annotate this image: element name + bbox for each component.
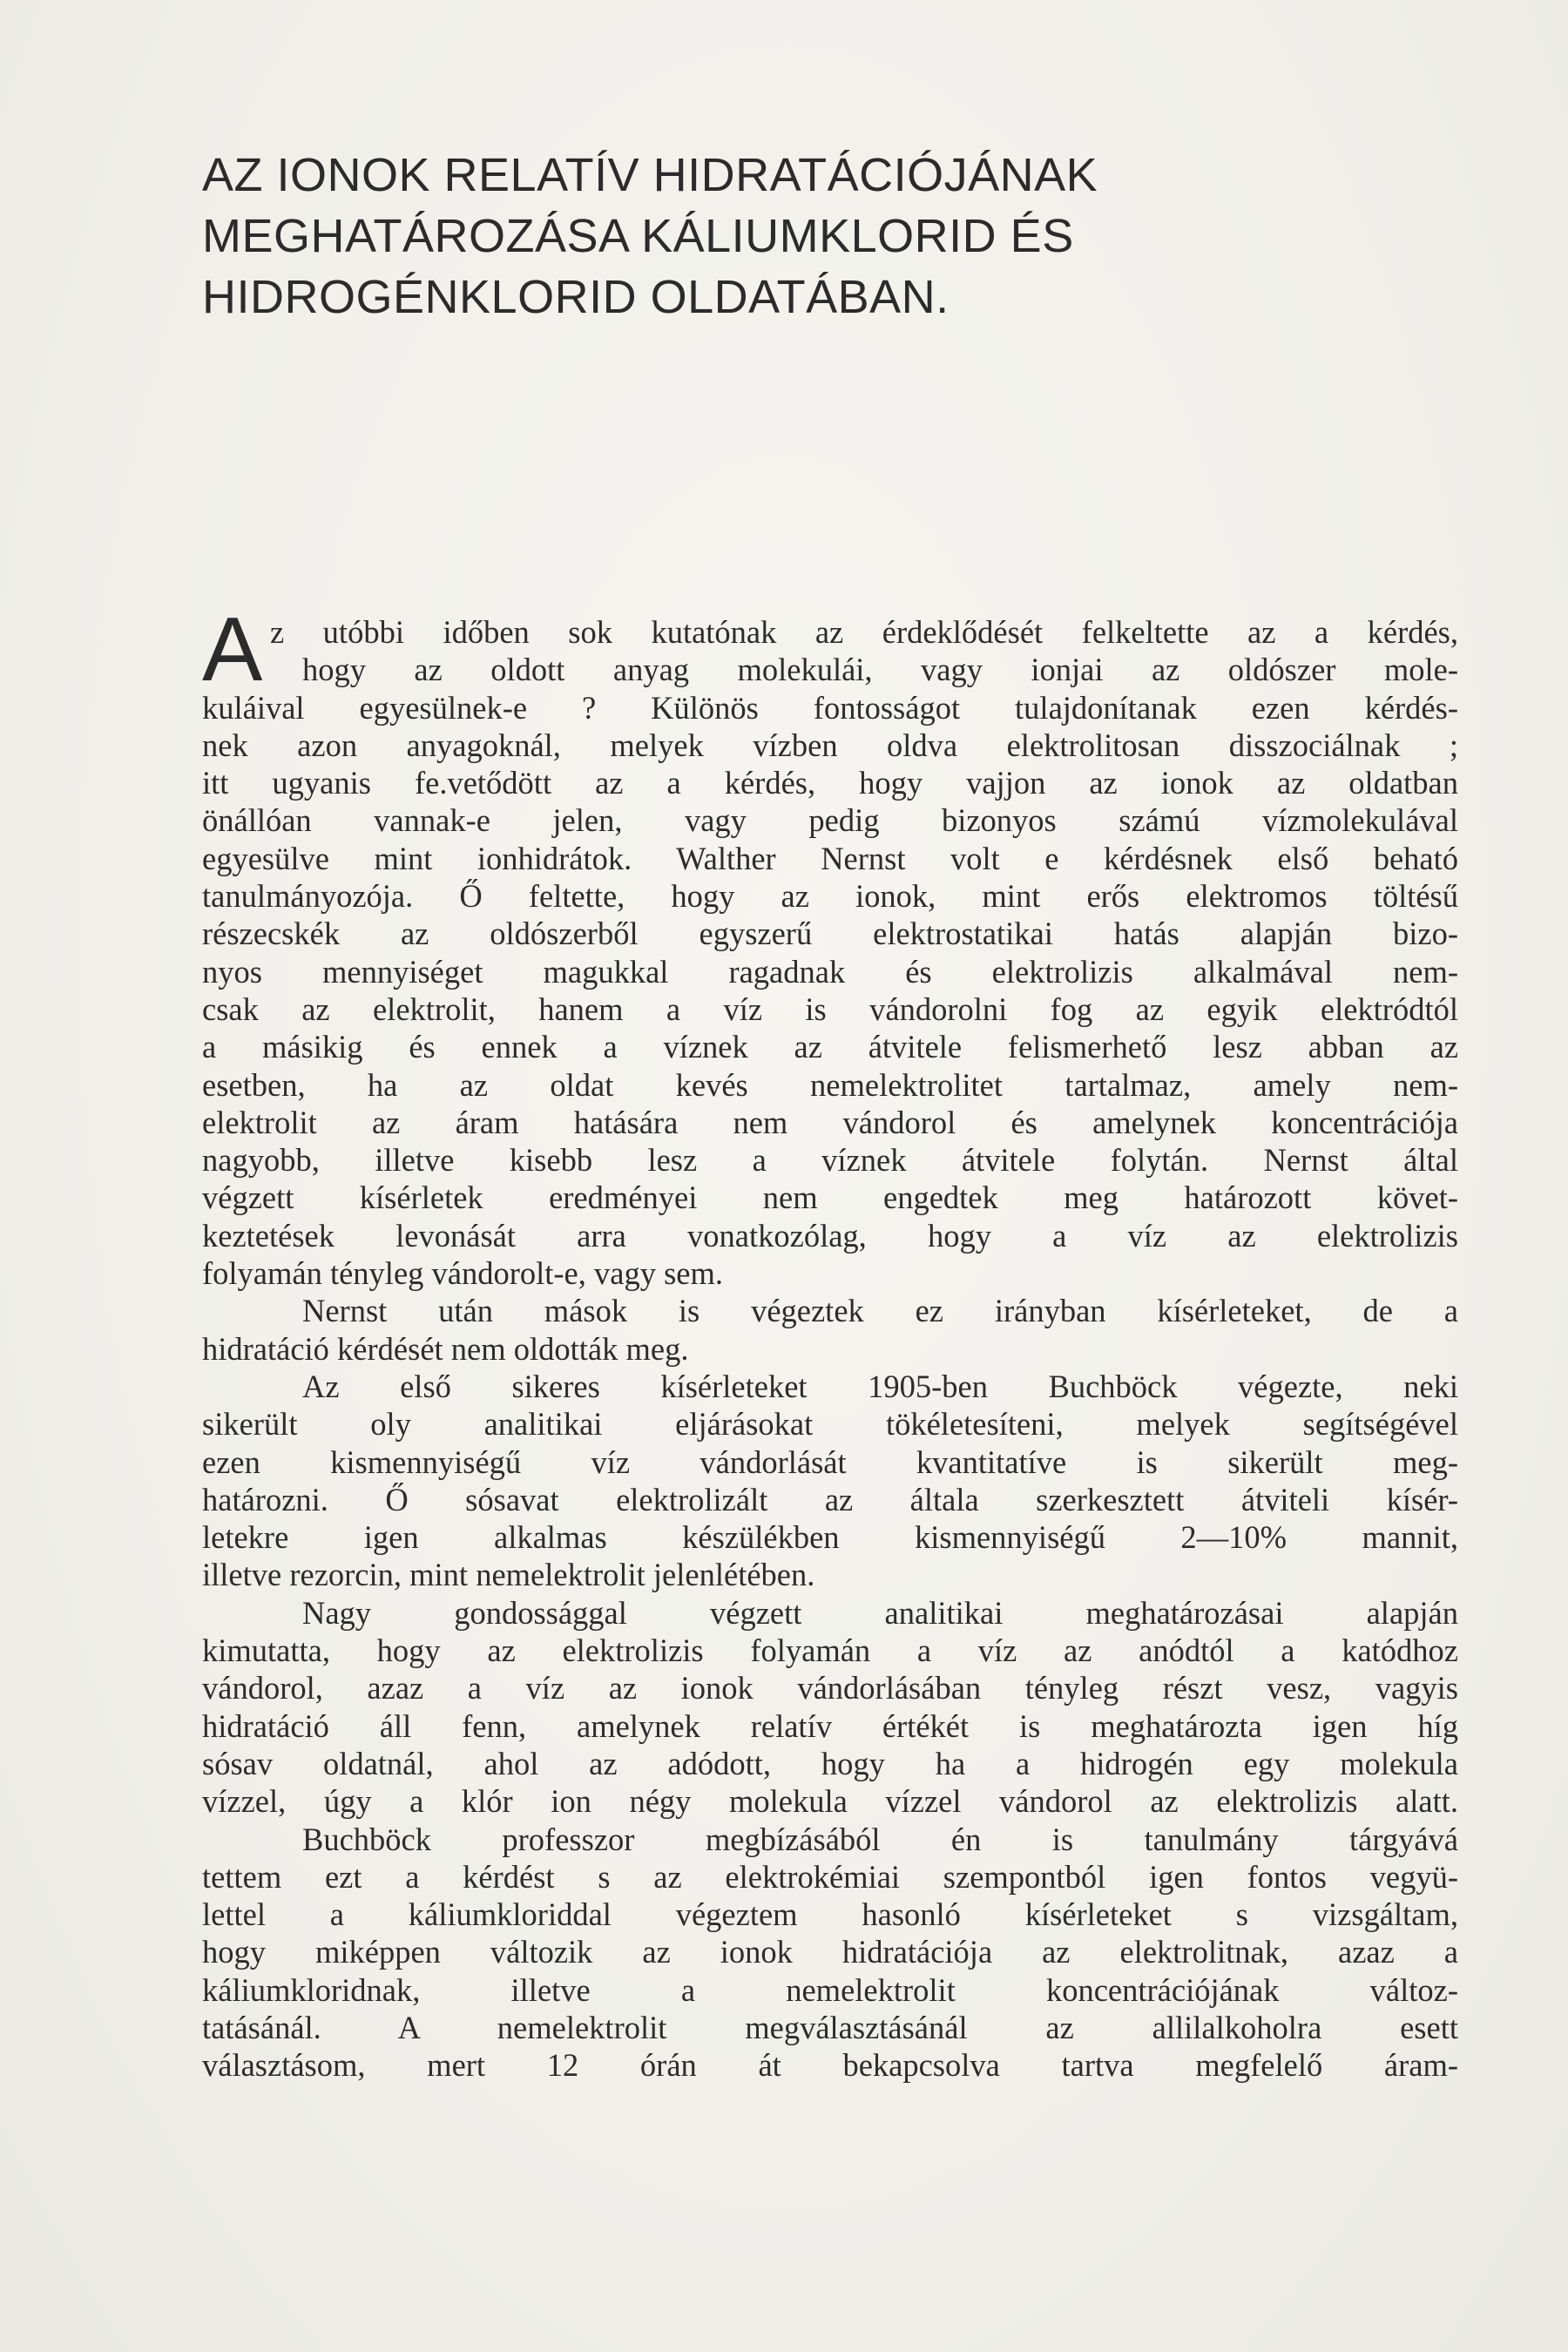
text-line: Nagy gondossággal végzett analitikai meghatározásai alapján xyxy=(302,1594,1458,1631)
drop-cap: A xyxy=(202,599,263,700)
text-line: kuláival egyesülnek-e ? Különös fontosságot tulajdonítanak ezen kérdés- xyxy=(202,689,1458,726)
text-line: sósav oldatnál, ahol az adódott, hogy ha a hidrogén egy molekula xyxy=(202,1745,1458,1781)
text-line: illetve rezorcin, mint nemelektrolit jelenlétében. xyxy=(202,1557,815,1593)
text-line: tanulmányozója. Ő feltette, hogy az ionok, mint erős elektromos töltésű xyxy=(202,878,1458,915)
text-line: határozni. Ő sósavat elektrolizált az általa szerkesztett átviteli kísér- xyxy=(202,1481,1458,1517)
text-line: kimutatta, hogy az elektrolizis folyamán a víz az anódtól a katódhoz xyxy=(202,1632,1458,1669)
text-line: részecskék az oldószerből egyszerű elektrostatikai hatás alapján bizo- xyxy=(202,916,1458,952)
paragraph xyxy=(202,1368,1458,1594)
text-line: hidratáció kérdését nem oldották meg. xyxy=(202,1330,689,1367)
paragraph xyxy=(202,1594,1458,1821)
text-line: Az első sikeres kísérleteket 1905-ben Buchböck végezte, neki xyxy=(302,1368,1458,1404)
text-line: nek azon anyagoknál, melyek vízben oldva elektrolitosan disszociálnak ; xyxy=(202,727,1458,763)
text-line: z utóbbi időben sok kutatónak az érdeklődését felkeltette az a kérdés, xyxy=(270,614,1458,650)
title-line: MEGHATÁROZÁSA KÁLIUMKLORID ÉS xyxy=(202,210,1074,262)
title-line: AZ IONOK RELATÍV HIDRATÁCIÓJÁNAK xyxy=(202,149,1098,201)
text-line: folyamán tényleg vándorolt-e, vagy sem. xyxy=(202,1255,724,1292)
text-line: hogy az oldott anyag molekulái, vagy ionjai az oldószer mole- xyxy=(302,652,1458,688)
text-line: tatásánál. A nemelektrolit megválasztásánál az allilalkoholra esett xyxy=(202,2009,1458,2045)
article-body xyxy=(202,613,1458,2085)
text-line: sikerült oly analitikai eljárásokat tökéletesíteni, melyek segítségével xyxy=(202,1406,1458,1443)
text-line: Nernst után mások is végeztek ez irányban kísérleteket, de a xyxy=(302,1293,1458,1329)
paragraph xyxy=(202,613,1458,1292)
text-line: elektrolit az áram hatására nem vándorol és amelynek koncentrációja xyxy=(202,1104,1458,1140)
text-line: hidratáció áll fenn, amelynek relatív értékét is meghatározta igen híg xyxy=(202,1707,1458,1744)
text-line: Buchböck professzor megbízásából én is tanulmány tárgyává xyxy=(302,1821,1458,1857)
text-line: a másikig és ennek a víznek az átvitele felismerhető lesz abban az xyxy=(202,1029,1458,1065)
text-line: esetben, ha az oldat kevés nemelektrolitet tartalmaz, amely nem- xyxy=(202,1066,1458,1103)
text-line: hogy miképpen változik az ionok hidratációja az elektrolitnak, azaz a xyxy=(202,1934,1458,1970)
text-line: választásom, mert 12 órán át bekapcsolva tartva megfelelő áram- xyxy=(202,2047,1458,2084)
title-line: HIDROGÉNKLORID OLDATÁBAN. xyxy=(202,271,950,323)
text-line: egyesülve mint ionhidrátok. Walther Nernst volt e kérdésnek első beható xyxy=(202,840,1458,876)
text-line: itt ugyanis fe.vetődött az a kérdés, hogy vajjon az ionok az oldatban xyxy=(202,765,1458,801)
text-line: káliumkloridnak, illetve a nemelektrolit koncentrációjának változ- xyxy=(202,1971,1458,2008)
text-line: lettel a káliumkloriddal végeztem hasonló kísérleteket s vizsgáltam, xyxy=(202,1896,1458,1933)
text-line: csak az elektrolit, hanem a víz is vándorolni fog az egyik elektródtól xyxy=(202,990,1458,1027)
paragraph xyxy=(202,1821,1458,2085)
text-line: ezen kismennyiségű víz vándorlását kvantitatíve is sikerült meg- xyxy=(202,1443,1458,1480)
text-line: önállóan vannak-e jelen, vagy pedig bizonyos számú vízmolekulával xyxy=(202,802,1458,839)
text-line: letekre igen alkalmas készülékben kismennyiségű 2—10% mannit, xyxy=(202,1519,1458,1556)
text-line: nyos mennyiséget magukkal ragadnak és elektrolizis alkalmával nem- xyxy=(202,953,1458,990)
text-line: keztetések levonását arra vonatkozólag, hogy a víz az elektrolizis xyxy=(202,1217,1458,1254)
text-line: nagyobb, illetve kisebb lesz a víznek átvitele folytán. Nernst által xyxy=(202,1142,1458,1179)
paragraph xyxy=(202,1292,1458,1368)
article-title xyxy=(202,145,1422,328)
text-line: vándorol, azaz a víz az ionok vándorlásában tényleg részt vesz, vagyis xyxy=(202,1670,1458,1707)
text-line: tettem ezt a kérdést s az elektrokémiai szempontból igen fontos vegyü- xyxy=(202,1858,1458,1895)
text-line: végzett kísérletek eredményei nem engedtek meg határozott követ- xyxy=(202,1179,1458,1216)
text-line: vízzel, úgy a klór ion négy molekula vízzel vándorol az elektrolizis alatt. xyxy=(202,1783,1458,1820)
